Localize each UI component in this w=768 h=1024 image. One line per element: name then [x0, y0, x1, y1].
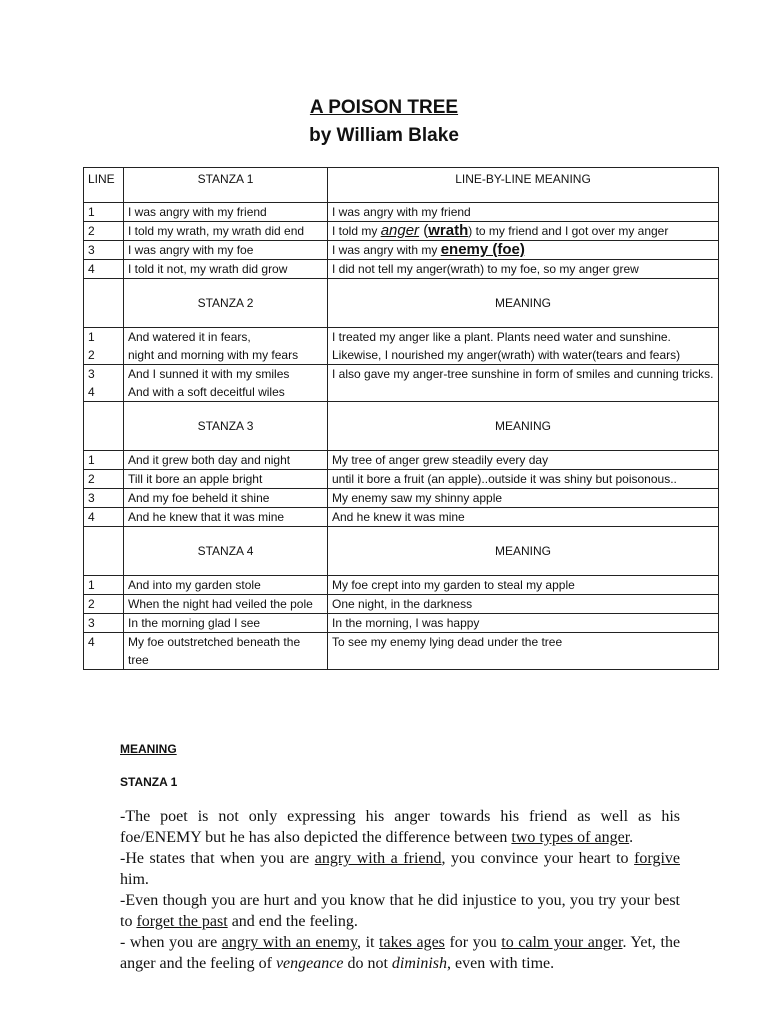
line-meaning [328, 222, 719, 241]
poem-line: I was angry with my foe [124, 241, 328, 260]
text-span: -The poet is not only expressing his anger towards his friend as well as his foe/ENEMY but he has also depicted the difference between [120, 808, 680, 846]
line-number-item: 3 [88, 367, 95, 381]
line-meaning: My enemy saw my shinny apple [328, 489, 719, 508]
line-meaning: I was angry with my friend [328, 203, 719, 222]
italic-text: vengeance [275, 955, 344, 972]
line-meaning: I also gave my anger-tree sunshine in form of smiles and cunning tricks. [328, 365, 719, 402]
underlined-text: two types of anger [511, 829, 630, 846]
poem-line-item: And I sunned it with my smiles [128, 367, 290, 381]
line-meaning: My tree of anger grew steadily every day [328, 451, 719, 470]
text-span: for you [444, 934, 502, 951]
line-number: 3 [84, 489, 124, 508]
poem-line-item: And watered it in fears, [128, 330, 251, 344]
line-meaning: And he knew it was mine [328, 508, 719, 527]
stanza-header-row [84, 527, 719, 576]
line-meaning: One night, in the darkness [328, 595, 719, 614]
wrath-word: wrath [428, 222, 469, 239]
meaning-text: ( [419, 222, 429, 239]
line-number: 4 [84, 508, 124, 527]
meaning-text: ) to my friend and I got over my anger [468, 224, 669, 238]
meaning-label: MEANING [328, 279, 719, 328]
stanza-label: STANZA 3 [124, 402, 328, 451]
table-row [84, 451, 719, 470]
meaning-label: MEANING [328, 527, 719, 576]
line-number-item: 4 [88, 385, 95, 399]
header-line: LINE [84, 168, 124, 203]
line-number: 2 [84, 222, 124, 241]
line-number-item: 1 [88, 330, 95, 344]
meaning-heading: MEANING [120, 742, 177, 756]
meaning-item: I treated my anger like a plant. Plants need water and sunshine. [332, 330, 671, 344]
poem-line: I told my wrath, my wrath did end [124, 222, 328, 241]
table-row [84, 203, 719, 222]
paragraph [120, 806, 680, 848]
meaning-item: Likewise, I nourished my anger(wrath) with water(tears and fears) [332, 348, 681, 362]
poem-line: I told it not, my wrath did grow [124, 260, 328, 279]
table-row [84, 633, 719, 670]
empty-cell [84, 402, 124, 451]
text-span: . [629, 829, 634, 846]
table-row [84, 470, 719, 489]
table-row [84, 260, 719, 279]
meaning-text: I was angry with my [332, 243, 441, 257]
table-row [84, 614, 719, 633]
line-meaning: To see my enemy lying dead under the tree [328, 633, 719, 670]
empty-cell [84, 279, 124, 328]
line-meaning [328, 241, 719, 260]
table-row [84, 241, 719, 260]
stanza-header-row [84, 279, 719, 328]
explanation-text [120, 806, 680, 974]
stanza-header-row [84, 402, 719, 451]
line-number: 4 [84, 633, 124, 670]
paragraph [120, 848, 680, 890]
anger-word: anger [380, 222, 420, 239]
poem-line: And he knew that it was mine [124, 508, 328, 527]
header-stanza: STANZA 1 [124, 168, 328, 203]
line-number: 2 [84, 470, 124, 489]
underlined-text: angry with an enemy [221, 934, 358, 951]
poem-line-item: night and morning with my fears [128, 348, 299, 362]
poem-line [124, 328, 328, 365]
page-title: A POISON TREE [309, 97, 459, 118]
line-number: 1 [84, 203, 124, 222]
poem-line: And into my garden stole [124, 576, 328, 595]
table-row [84, 222, 719, 241]
meaning-label: MEANING [328, 402, 719, 451]
page-subtitle: by William Blake [309, 125, 459, 146]
table-row [84, 576, 719, 595]
meaning-text: I told my [332, 224, 381, 238]
line-number: 1 [84, 451, 124, 470]
empty-cell [84, 527, 124, 576]
stanza-label: STANZA 2 [124, 279, 328, 328]
line-meaning: My foe crept into my garden to steal my apple [328, 576, 719, 595]
enemy-word: enemy (foe) [440, 241, 525, 258]
line-number: 1 [84, 576, 124, 595]
text-span: do not [343, 955, 392, 972]
paragraph [120, 932, 680, 974]
poem-line: I was angry with my friend [124, 203, 328, 222]
header-meaning: LINE-BY-LINE MEANING [328, 168, 719, 203]
paragraph [120, 890, 680, 932]
line-number [84, 365, 124, 402]
table-row [84, 365, 719, 402]
table-header-row [84, 168, 719, 203]
poem-line: Till it bore an apple bright [124, 470, 328, 489]
line-number: 3 [84, 241, 124, 260]
poem-line: In the morning glad I see [124, 614, 328, 633]
line-meaning: I did not tell my anger(wrath) to my foe, so my anger grew [328, 260, 719, 279]
text-span: , even with time. [447, 955, 555, 972]
text-span: him. [120, 871, 149, 888]
poem-line: And my foe beheld it shine [124, 489, 328, 508]
line-number [84, 328, 124, 365]
underlined-text: takes ages [379, 934, 445, 951]
stanza-label: STANZA 4 [124, 527, 328, 576]
text-span: , you convince your heart to [441, 850, 635, 867]
poem-line [124, 365, 328, 402]
line-meaning: In the morning, I was happy [328, 614, 719, 633]
underlined-text: forgive [634, 850, 680, 867]
line-number: 4 [84, 260, 124, 279]
text-span: -Even though you are hurt and you know that he did injustice to you, you try your best to [120, 892, 680, 930]
text-span: - when you are [120, 934, 222, 951]
poem-table [83, 167, 719, 670]
text-span: . Yet, the anger and the feeling of [120, 934, 681, 972]
stanza-heading: STANZA 1 [120, 775, 178, 789]
text-span: and end the feeling. [227, 913, 358, 930]
text-span: , it [357, 934, 380, 951]
table-row [84, 595, 719, 614]
table-row [84, 508, 719, 527]
underlined-text: angry with a friend [314, 850, 442, 867]
poem-line: When the night had veiled the pole [124, 595, 328, 614]
table-row [84, 328, 719, 365]
line-meaning [328, 328, 719, 365]
italic-text: diminish [391, 955, 448, 972]
underlined-text: to calm your anger [501, 934, 623, 951]
poem-line: And it grew both day and night [124, 451, 328, 470]
line-meaning: until it bore a fruit (an apple)..outside it was shiny but poisonous.. [328, 470, 719, 489]
line-number-item: 2 [88, 348, 95, 362]
underlined-text: forget the past [136, 913, 228, 930]
text-span: -He states that when you are [120, 850, 315, 867]
line-number: 3 [84, 614, 124, 633]
poem-line-item: And with a soft deceitful wiles [128, 385, 285, 399]
poem-line: My foe outstretched beneath the tree [124, 633, 328, 670]
line-number: 2 [84, 595, 124, 614]
table-row [84, 489, 719, 508]
